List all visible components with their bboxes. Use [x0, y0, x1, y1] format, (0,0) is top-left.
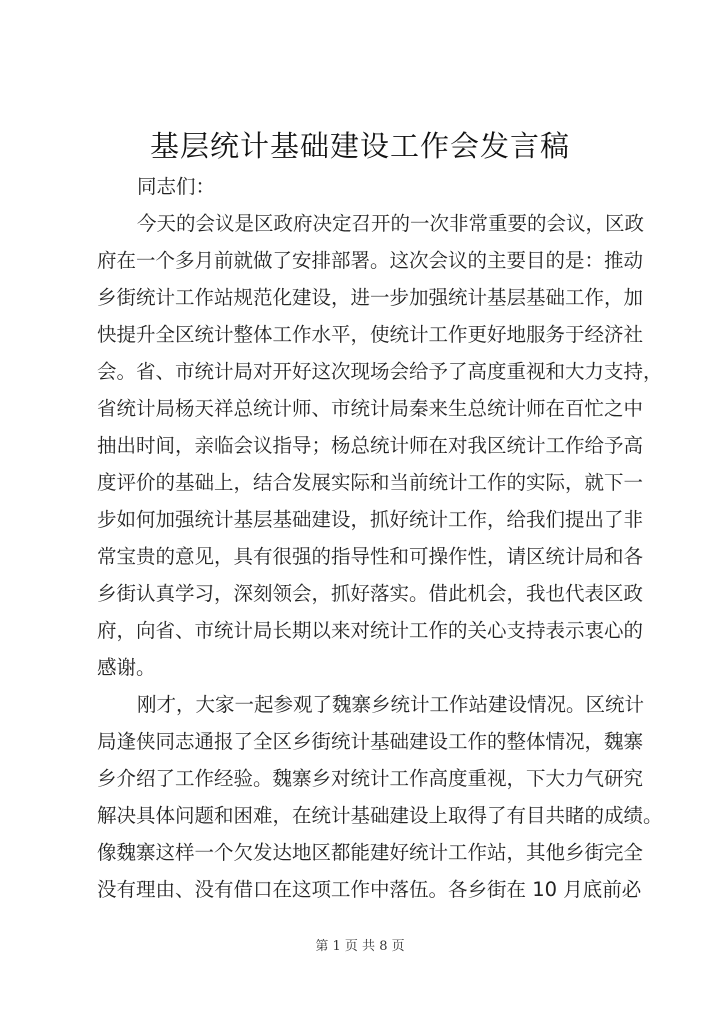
paragraph-line: 省统计局杨天祥总统计师、市统计局秦来生总统计师在百忙之中: [97, 397, 644, 420]
paragraph-line: 像魏寨这样一个欠发达地区都能建好统计工作站，其他乡街完全: [97, 841, 644, 864]
paragraph-line: 今天的会议是区政府决定召开的一次非常重要的会议，区政: [137, 212, 645, 235]
paragraph-line: 常宝贵的意见，具有很强的指导性和可操作性，请区统计局和各: [97, 545, 644, 568]
paragraph-line: 府在一个多月前就做了安排部署。这次会议的主要目的是：推动: [97, 249, 644, 272]
paragraph-line: 乡介绍了工作经验。魏寨乡对统计工作高度重视，下大力气研究: [97, 767, 644, 790]
paragraph-line: 乡街认真学习，深刻领会，抓好落实。借此机会，我也代表区政: [97, 582, 644, 605]
paragraph-line: 乡街统计工作站规范化建设，进一步加强统计基层基础工作，加: [97, 286, 644, 309]
document-body: [97, 168, 663, 908]
document-title: 基层统计基础建设工作会发言稿: [149, 129, 570, 163]
paragraph-line: 感谢。: [97, 656, 156, 679]
paragraph-line: 解决具体问题和困难，在统计基础建设上取得了有目共睹的成绩。: [97, 804, 663, 827]
paragraph-line: 度评价的基础上，结合发展实际和当前统计工作的实际，就下一: [97, 471, 644, 494]
paragraph-line: 抽出时间，亲临会议指导；杨总统计师在对我区统计工作给予高: [97, 434, 644, 457]
paragraph-line: 刚才，大家一起参观了魏寨乡统计工作站建设情况。区统计: [137, 693, 645, 716]
paragraph-line: 快提升全区统计整体工作水平，使统计工作更好地服务于经济社: [97, 323, 644, 346]
paragraph-line: 步如何加强统计基层基础建设，抓好统计工作，给我们提出了非: [97, 508, 644, 531]
paragraph-line: 府，向省、市统计局长期以来对统计工作的关心支持表示衷心的: [97, 619, 644, 642]
paragraph-line: 局逢侠同志通报了全区乡街统计基础建设工作的整体情况，魏寨: [97, 730, 644, 753]
paragraph-line: 没有理由、没有借口在这项工作中落伍。各乡街在 10 月底前必: [97, 878, 642, 901]
page-number-footer: 第 1 页 共 8 页: [315, 939, 405, 954]
paragraph-line: 会。省、市统计局对开好这次现场会给予了高度重视和大力支持，: [97, 360, 663, 383]
salutation: 同志们：: [137, 175, 216, 198]
